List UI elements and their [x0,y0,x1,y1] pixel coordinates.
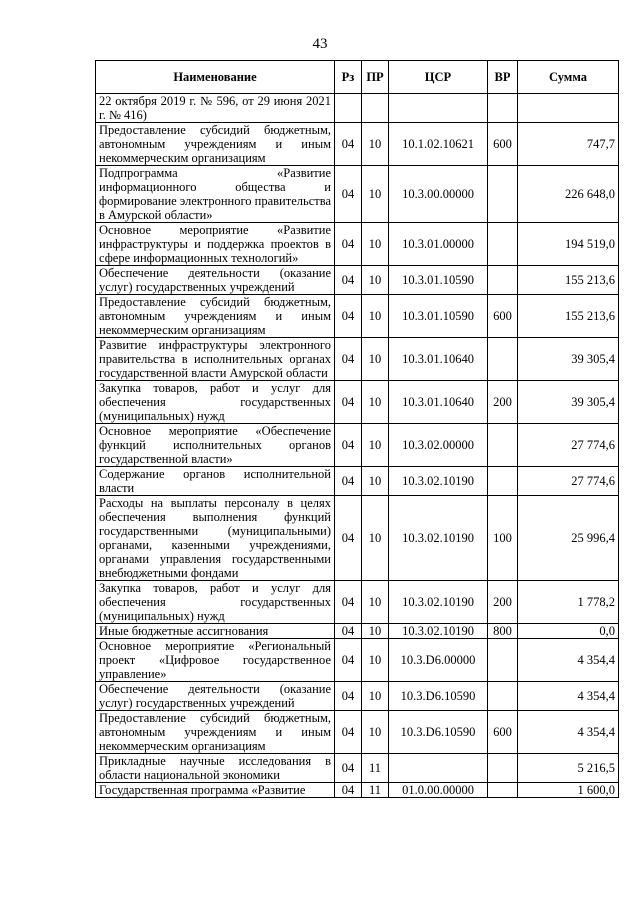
cell-vr [488,754,518,783]
cell-pr [362,94,389,123]
cell-rz: 04 [335,496,362,581]
cell-rz: 04 [335,783,362,798]
cell-rz: 04 [335,624,362,639]
header-vr: ВР [488,61,518,94]
cell-rz: 04 [335,754,362,783]
cell-name: Предоставление субсидий бюджетным, автономным учреждениям и иным некоммерческим организациям [96,711,335,754]
cell-csr: 10.3.D6.10590 [389,682,488,711]
cell-pr: 10 [362,581,389,624]
cell-pr: 11 [362,754,389,783]
table-row [96,639,619,682]
header-sum: Сумма [518,61,619,94]
cell-csr: 10.3.00.00000 [389,166,488,223]
cell-vr: 800 [488,624,518,639]
cell-csr: 10.3.02.10190 [389,467,488,496]
cell-sum: 39 305,4 [518,381,619,424]
cell-vr: 200 [488,381,518,424]
cell-name: Закупка товаров, работ и услуг для обеспечения государственных (муниципальных) нужд [96,381,335,424]
cell-rz: 04 [335,639,362,682]
cell-rz: 04 [335,223,362,266]
cell-pr: 10 [362,682,389,711]
header-name: Наименование [96,61,335,94]
header-rz: Рз [335,61,362,94]
table-header-row [96,61,619,94]
table-row [96,295,619,338]
cell-sum: 194 519,0 [518,223,619,266]
cell-name: Обеспечение деятельности (оказание услуг) государственных учреждений [96,682,335,711]
cell-vr [488,166,518,223]
table-row [96,711,619,754]
table-row [96,338,619,381]
cell-sum: 226 648,0 [518,166,619,223]
cell-pr: 10 [362,424,389,467]
cell-pr: 10 [362,639,389,682]
cell-sum: 4 354,4 [518,682,619,711]
cell-pr: 10 [362,166,389,223]
cell-vr: 600 [488,295,518,338]
cell-name: Прикладные научные исследования в области национальной экономики [96,754,335,783]
cell-csr: 10.3.02.10190 [389,496,488,581]
cell-vr [488,783,518,798]
cell-vr [488,223,518,266]
cell-csr [389,94,488,123]
cell-csr: 10.3.D6.00000 [389,639,488,682]
cell-vr [488,338,518,381]
cell-sum: 5 216,5 [518,754,619,783]
cell-pr: 10 [362,338,389,381]
cell-csr: 10.3.01.10590 [389,295,488,338]
cell-rz: 04 [335,166,362,223]
cell-pr: 10 [362,295,389,338]
cell-vr [488,682,518,711]
cell-csr: 10.3.01.10640 [389,338,488,381]
table-row [96,467,619,496]
cell-pr: 10 [362,123,389,166]
table-row [96,496,619,581]
cell-pr: 10 [362,381,389,424]
cell-sum: 155 213,6 [518,295,619,338]
table-row [96,783,619,798]
cell-sum: 155 213,6 [518,266,619,295]
table-row [96,754,619,783]
cell-csr: 10.1.02.10621 [389,123,488,166]
cell-rz: 04 [335,123,362,166]
page-number: 43 [312,36,328,52]
cell-name: Государственная программа «Развитие [96,783,335,798]
cell-name: Расходы на выплаты персоналу в целях обеспечения выполнения функций государственными (муниципальными) органами, казенными учреждениями, органами управления государственными внебюджетными фондами [96,496,335,581]
cell-name: Подпрограмма «Развитие информационного общества и формирование электронного правительства в Амурской области» [96,166,335,223]
cell-vr [488,94,518,123]
cell-sum: 4 354,4 [518,639,619,682]
cell-rz: 04 [335,266,362,295]
cell-pr: 10 [362,223,389,266]
cell-csr: 10.3.01.00000 [389,223,488,266]
cell-rz: 04 [335,424,362,467]
table-row [96,581,619,624]
table-row [96,123,619,166]
cell-pr: 10 [362,266,389,295]
cell-name: Обеспечение деятельности (оказание услуг) государственных учреждений [96,266,335,295]
cell-rz: 04 [335,467,362,496]
cell-sum: 39 305,4 [518,338,619,381]
cell-csr [389,754,488,783]
cell-rz: 04 [335,581,362,624]
header-csr: ЦСР [389,61,488,94]
cell-rz: 04 [335,295,362,338]
cell-csr: 10.3.D6.10590 [389,711,488,754]
cell-sum: 1 600,0 [518,783,619,798]
cell-name: Содержание органов исполнительной власти [96,467,335,496]
cell-sum: 4 354,4 [518,711,619,754]
cell-name: Основное мероприятие «Развитие инфраструктуры и поддержка проектов в сфере информационных технологий» [96,223,335,266]
cell-name: Основное мероприятие «Региональный проект «Цифровое государственное управление» [96,639,335,682]
cell-name: Закупка товаров, работ и услуг для обеспечения государственных (муниципальных) нужд [96,581,335,624]
table-row [96,682,619,711]
cell-vr: 100 [488,496,518,581]
cell-vr: 200 [488,581,518,624]
table-row [96,624,619,639]
cell-vr [488,266,518,295]
cell-rz: 04 [335,682,362,711]
budget-table [95,60,619,798]
table-row [96,94,619,123]
cell-rz [335,94,362,123]
cell-name: Предоставление субсидий бюджетным, автономным учреждениям и иным некоммерческим организациям [96,123,335,166]
cell-pr: 11 [362,783,389,798]
cell-name: Развитие инфраструктуры электронного правительства в исполнительных органах государственной власти Амурской области [96,338,335,381]
table-row [96,166,619,223]
cell-sum: 27 774,6 [518,467,619,496]
cell-vr [488,467,518,496]
cell-sum: 27 774,6 [518,424,619,467]
cell-sum [518,94,619,123]
cell-sum: 1 778,2 [518,581,619,624]
table-row [96,223,619,266]
cell-pr: 10 [362,711,389,754]
cell-rz: 04 [335,381,362,424]
cell-csr: 01.0.00.00000 [389,783,488,798]
cell-name: Иные бюджетные ассигнования [96,624,335,639]
cell-name: Предоставление субсидий бюджетным, автономным учреждениям и иным некоммерческим организациям [96,295,335,338]
table-row [96,424,619,467]
cell-rz: 04 [335,711,362,754]
table-row [96,266,619,295]
cell-vr [488,424,518,467]
cell-csr: 10.3.01.10640 [389,381,488,424]
cell-name: Основное мероприятие «Обеспечение функций исполнительных органов государственной власти» [96,424,335,467]
cell-sum: 747,7 [518,123,619,166]
header-pr: ПР [362,61,389,94]
cell-csr: 10.3.01.10590 [389,266,488,295]
cell-pr: 10 [362,467,389,496]
cell-csr: 10.3.02.10190 [389,624,488,639]
cell-rz: 04 [335,338,362,381]
cell-vr: 600 [488,711,518,754]
table-row [96,381,619,424]
cell-pr: 10 [362,496,389,581]
cell-sum: 25 996,4 [518,496,619,581]
cell-name: 22 октября 2019 г. № 596, от 29 июня 2021 г. № 416) [96,94,335,123]
cell-vr: 600 [488,123,518,166]
cell-vr [488,639,518,682]
cell-pr: 10 [362,624,389,639]
cell-sum: 0,0 [518,624,619,639]
cell-csr: 10.3.02.10190 [389,581,488,624]
cell-csr: 10.3.02.00000 [389,424,488,467]
